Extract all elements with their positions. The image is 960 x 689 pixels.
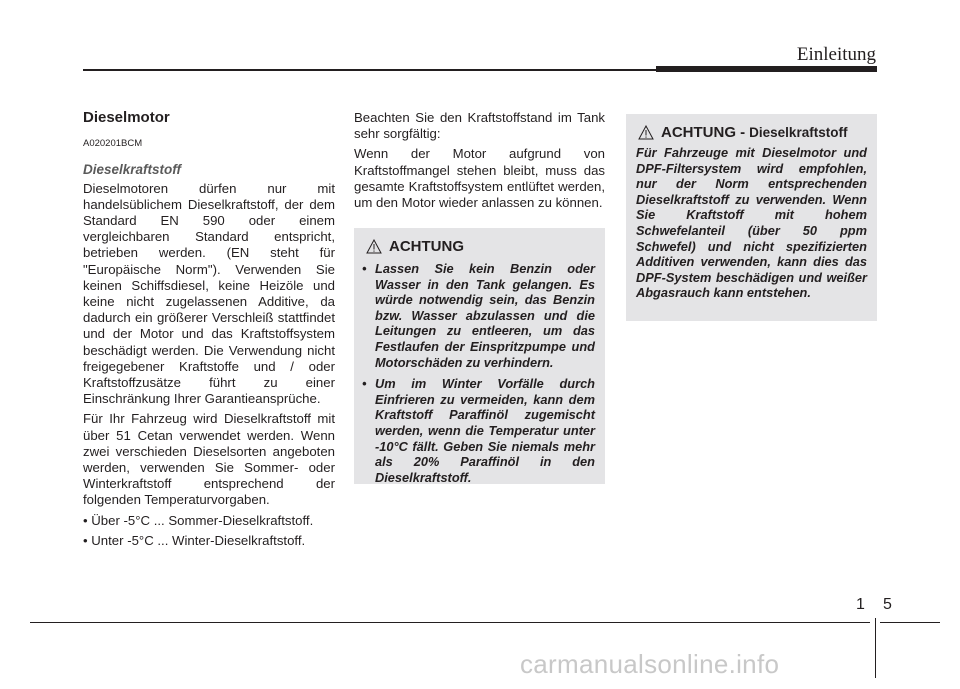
- warning-box: [626, 114, 877, 321]
- warning-header: [626, 114, 877, 142]
- warning-triangle-icon: [366, 239, 382, 254]
- footer-rule: [30, 622, 870, 623]
- watermark: carmanualsonline.info: [520, 649, 780, 679]
- list-item: • Über -5°C ... Sommer-Dieselkraftstoff.: [83, 512, 314, 528]
- warning-header: [354, 228, 605, 256]
- page-number: 5: [883, 596, 892, 613]
- warning-item-text: Lassen Sie kein Benzin oder Wasser in den Tank gelangen. Es würde notwendig sein, das Benzin bzw. Wasser abzulassen und die Leitungen zu entleeren, um das Festlaufen der Einspritzpumpe und Motorschäden zu verhindern.: [375, 261, 595, 370]
- bullet: •: [362, 376, 367, 392]
- warning-item: [362, 376, 595, 485]
- paragraph: Beachten Sie den Kraftstoffstand im Tank sehr sorgfältig:: [354, 110, 605, 142]
- header-title: Einleitung: [796, 44, 876, 65]
- paragraph: Für Ihr Fahrzeug wird Dieselkraftstoff mit über 51 Cetan verwendet werden. Wenn zwei verschieden Dieselsorten angeboten werden, verwenden Sie Sommer- oder Winterkraftstoff entsprechend der folgenden Temperaturvorgaben.: [83, 411, 335, 508]
- warning-triangle-icon: [638, 125, 654, 140]
- header-rule-accent: [656, 66, 877, 72]
- list-item: • Unter -5°C ... Winter-Dieselkraftstoff.: [83, 532, 306, 548]
- warning-title: ACHTUNG -: [661, 123, 746, 141]
- subsection-title: Dieselkraftstoff: [83, 162, 182, 178]
- chapter-number: 1: [856, 596, 865, 613]
- middle-column: [354, 110, 605, 215]
- warning-item: [362, 261, 595, 370]
- header-rule: [83, 69, 656, 71]
- warning-title-suffix: Dieselkraftstoff: [749, 124, 848, 140]
- warning-box: [354, 228, 605, 484]
- footer-rule: [880, 622, 940, 623]
- bullet: •: [362, 261, 367, 276]
- warning-body: [354, 256, 605, 485]
- section-code: A020201BCM: [83, 138, 143, 150]
- paragraph: Dieselmotoren dürfen nur mit handelsüblichem Dieselkraftstoff, der dem Standard EN 590 oder einem vergleichbaren Standard entspricht, betrieben werden. (EN steht für "Europäische Norm"). Verwenden Sie keinen Schiffsdiesel, keine Heizöle und keine nicht zugelassenen Additive, da dadurch ein größerer Verschleiß stattfindet und der Motor und das Kraftstoffsystem beschädigt werden. Die Verwendung nicht freigegebener Kraftstoffe und / oder Kraftstoffzusätze führt zu einer Einschränkung Ihrer Garantieansprüche.: [83, 180, 335, 407]
- warning-item-text: Um im Winter Vorfälle durch Einfrieren zu vermeiden, kann dem Kraftstoff Paraffinöl zugemischt werden, wenn die Temperatur unter -10°C fällt. Geben Sie niemals mehr als 20% Paraffinöl in den Dieselkraftstoff.: [375, 376, 595, 485]
- left-column: [83, 110, 335, 553]
- paragraph: Wenn der Motor aufgrund von Kraftstoffmangel stehen bleibt, muss das gesamte Kraftstoffsystem entlüftet werden, um den Motor wieder anlassen zu können.: [354, 146, 605, 211]
- section-title: Dieselmotor: [83, 109, 170, 126]
- warning-title: ACHTUNG: [389, 237, 464, 255]
- warning-body: Für Fahrzeuge mit Dieselmotor und DPF-Filtersystem wird empfohlen, nur der Norm entsprechenden Dieselkraftstoff zu verwenden. Wenn Sie Kraftstoff mit hohem Schwefelanteil (über 50 ppm Schwefel) und nicht spezifizierten Additiven verwenden, kann dies das DPF-System beschädigen und weißer Abgasrauch kann entstehen.: [636, 145, 867, 301]
- footer-divider: [875, 618, 876, 678]
